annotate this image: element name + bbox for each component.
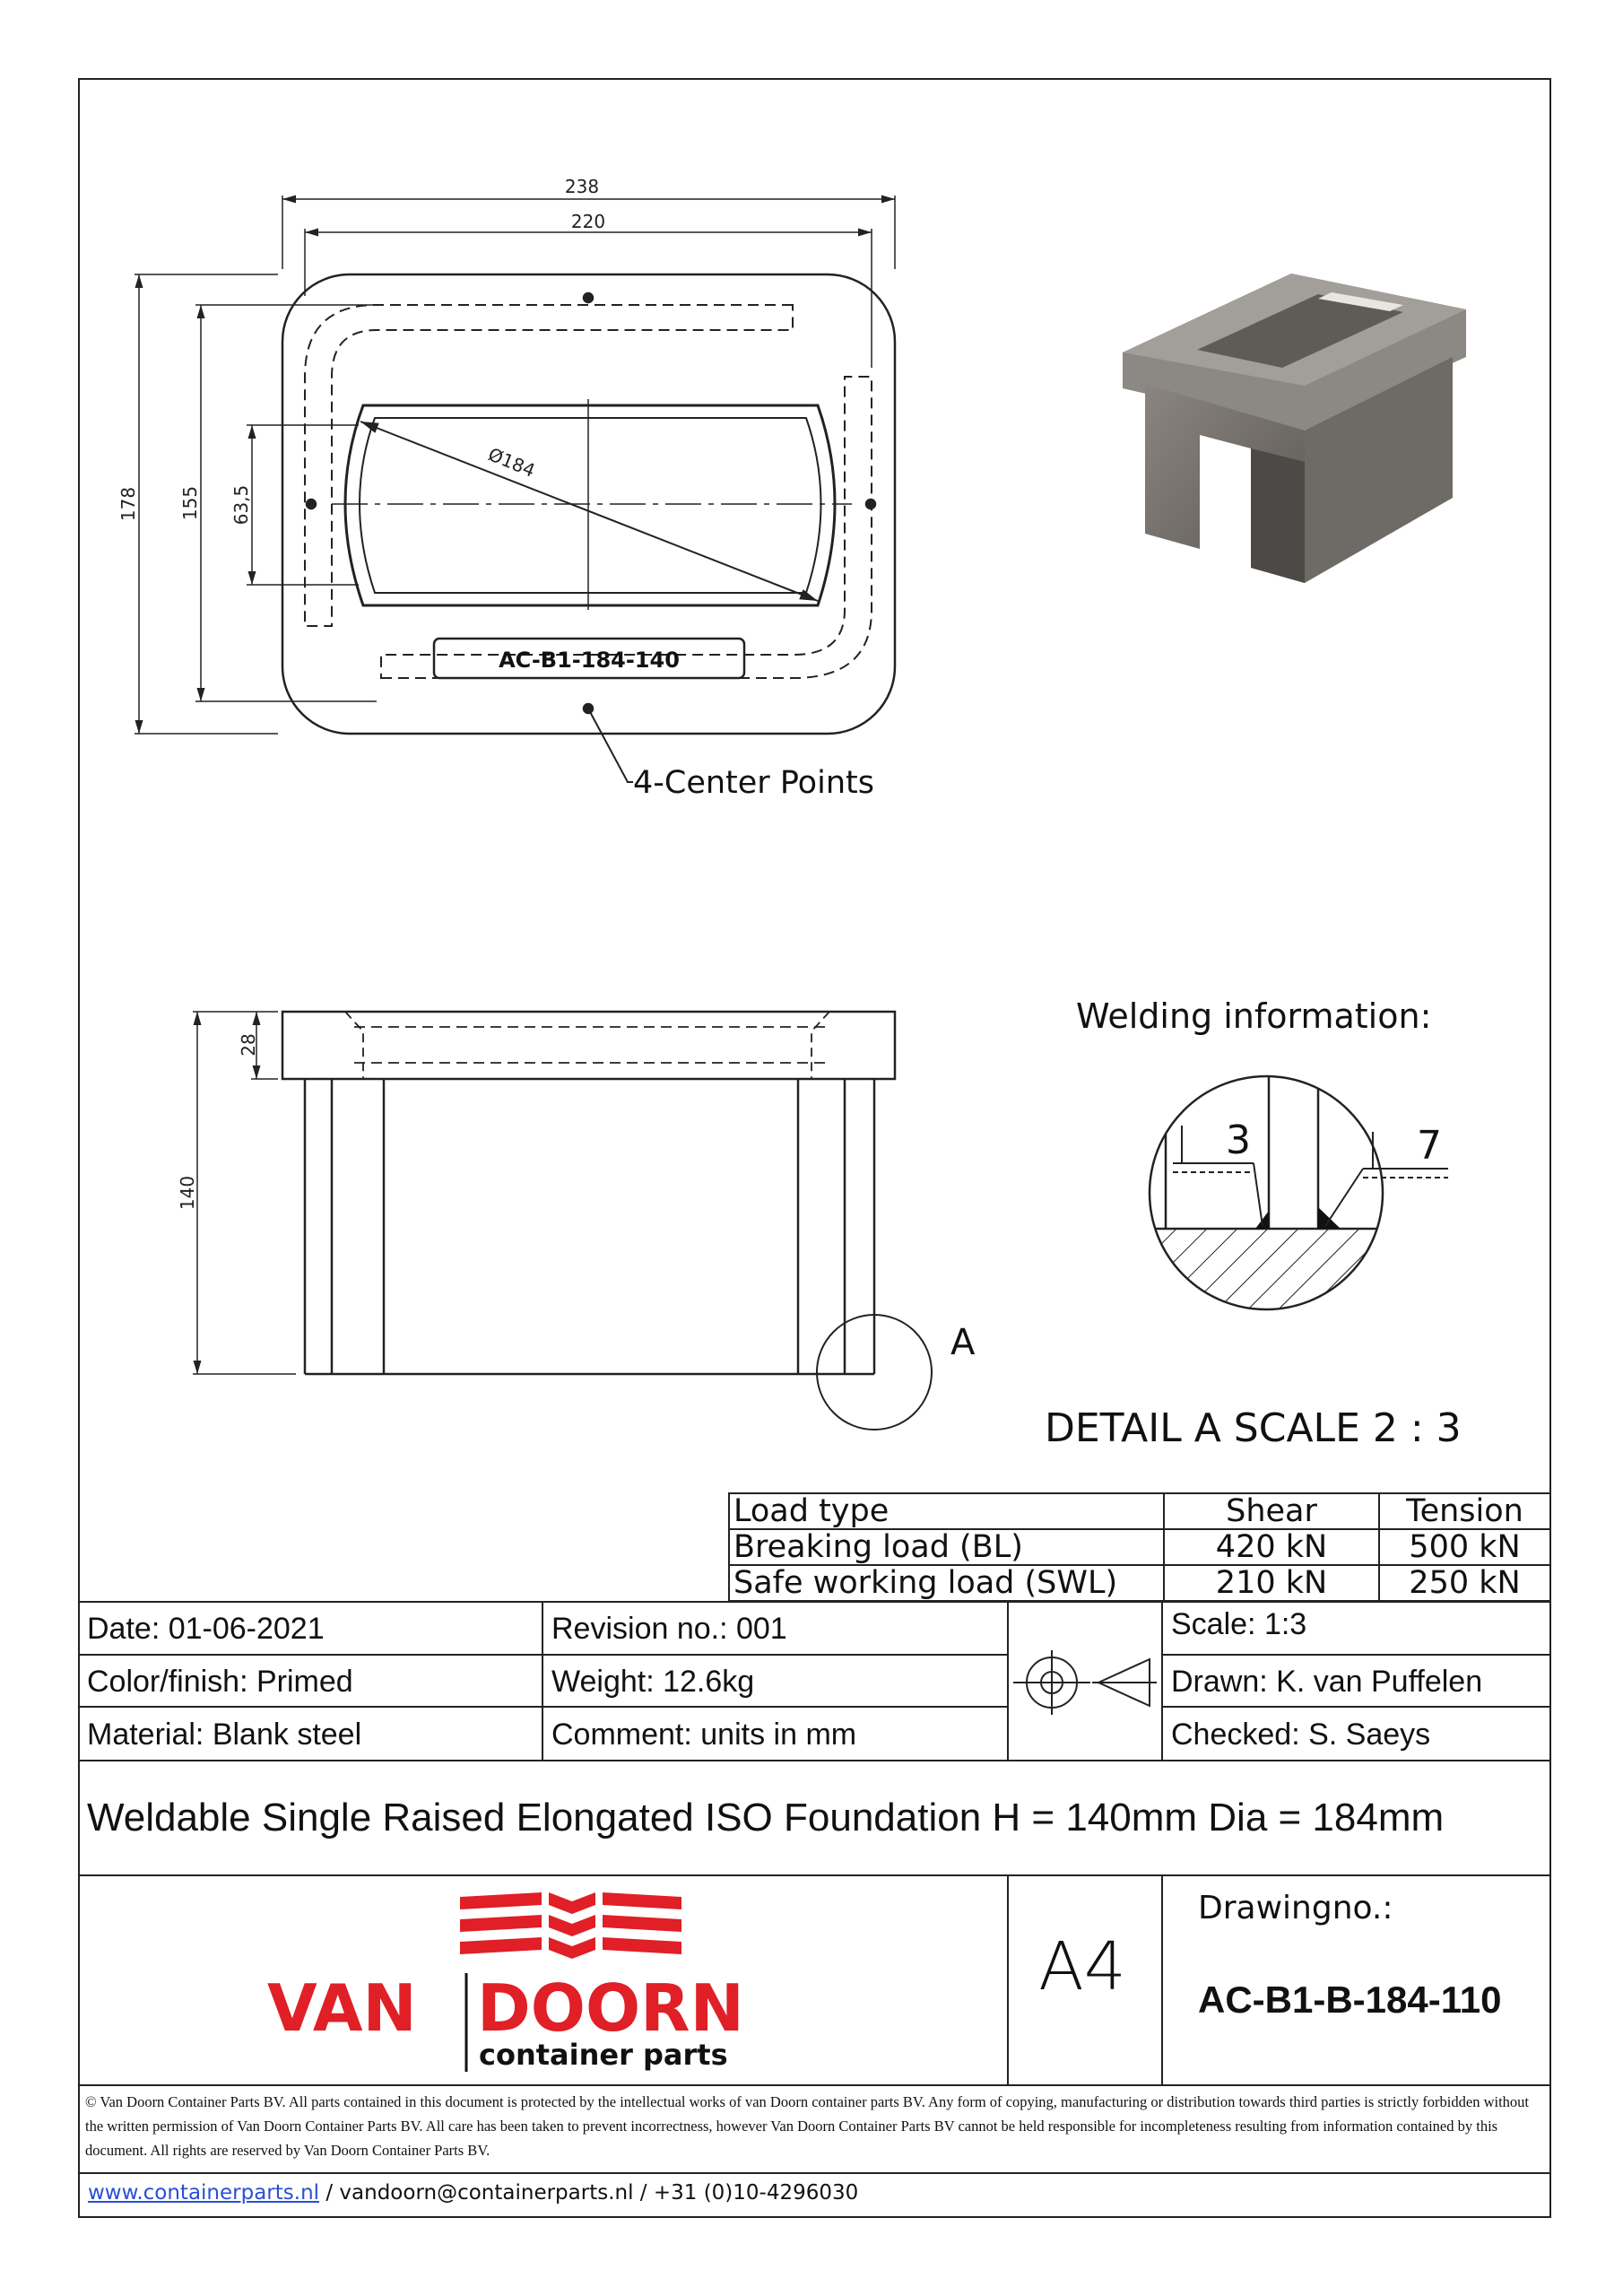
shear-value: 420 kN <box>1164 1529 1379 1565</box>
date-field: Date: 01-06-2021 <box>87 1612 325 1646</box>
footer <box>88 2181 858 2205</box>
row-label: Safe working load (SWL) <box>729 1565 1164 1601</box>
drawing-title: Weldable Single Raised Elongated ISO Foundation H = 140mm Dia = 184mm <box>87 1796 1445 1839</box>
dim-140: 140 <box>177 1175 198 1211</box>
scale-field: Scale: 1:3 <box>1171 1607 1307 1641</box>
tension-value: 250 kN <box>1379 1565 1550 1601</box>
website-link[interactable]: www.containerparts.nl <box>88 2181 320 2205</box>
dim-178: 178 <box>117 486 139 522</box>
shear-value: 210 kN <box>1164 1565 1379 1601</box>
load-table <box>728 1492 1551 1602</box>
drawingno-label: Drawingno.: <box>1198 1890 1393 1926</box>
revision-field: Revision no.: 001 <box>551 1612 787 1646</box>
welding-heading: Welding information: <box>1076 996 1432 1036</box>
sheet-size: A4 <box>1038 1928 1126 2005</box>
logo-word-van: VAN <box>267 1970 417 2046</box>
side-view <box>193 1012 932 1430</box>
load-type-header: Load type <box>729 1493 1164 1529</box>
dim-220: 220 <box>570 211 606 232</box>
center-points-callout: 4-Center Points <box>633 765 874 801</box>
dim-155: 155 <box>179 485 201 521</box>
table-row <box>729 1529 1550 1565</box>
dim-diameter: Ø184 <box>485 443 539 482</box>
weld-size-right: 7 <box>1417 1123 1442 1169</box>
logo-subtitle: container parts <box>479 2038 728 2072</box>
tension-value: 500 kN <box>1379 1529 1550 1565</box>
copyright-notice: © Van Doorn Container Parts BV. All parts contained in this document is protected by the intellectual works of van Doorn container parts BV. Any form of copying, manufacturing or distribution towards third parties is strictly forbidden without the written permission of Van Doorn Container Parts BV. All care has been taken to prevent incorrectness, however Van Doorn Container Parts BV cannot be held responsible for incompleteness resulting from information contained by this document. All rights are reserved by Van Doorn Container Parts BV. <box>85 2093 1530 2159</box>
tension-header: Tension <box>1379 1493 1550 1529</box>
shear-header: Shear <box>1164 1493 1379 1529</box>
dim-63-5: 63,5 <box>230 484 252 526</box>
color-finish-field: Color/finish: Primed <box>87 1664 353 1699</box>
checked-field: Checked: S. Saeys <box>1171 1717 1431 1752</box>
table-row <box>729 1565 1550 1601</box>
iso-render-image <box>1123 274 1466 583</box>
welding-detail <box>1139 1072 1448 1318</box>
weight-field: Weight: 12.6kg <box>551 1664 755 1699</box>
detail-title: DETAIL A SCALE 2 : 3 <box>1045 1405 1462 1451</box>
drawing-number: AC-B1-B-184-110 <box>1198 1979 1502 2021</box>
load-table-header <box>729 1493 1550 1529</box>
contact-info: / vandoorn@containerparts.nl / +31 (0)10-4296030 <box>319 2181 859 2205</box>
weld-size-left: 3 <box>1226 1118 1251 1163</box>
part-label: AC-B1-184-140 <box>499 648 680 673</box>
logo-word-doorn: DOORN <box>477 1970 744 2046</box>
detail-marker: A <box>950 1322 976 1363</box>
drawn-field: Drawn: K. van Puffelen <box>1171 1664 1483 1699</box>
material-field: Material: Blank steel <box>87 1717 362 1752</box>
dim-238: 238 <box>564 176 600 197</box>
projection-symbol-icon <box>1013 1650 1157 1715</box>
comment-field: Comment: units in mm <box>551 1717 857 1752</box>
row-label: Breaking load (BL) <box>729 1529 1164 1565</box>
dim-28: 28 <box>238 1033 259 1057</box>
